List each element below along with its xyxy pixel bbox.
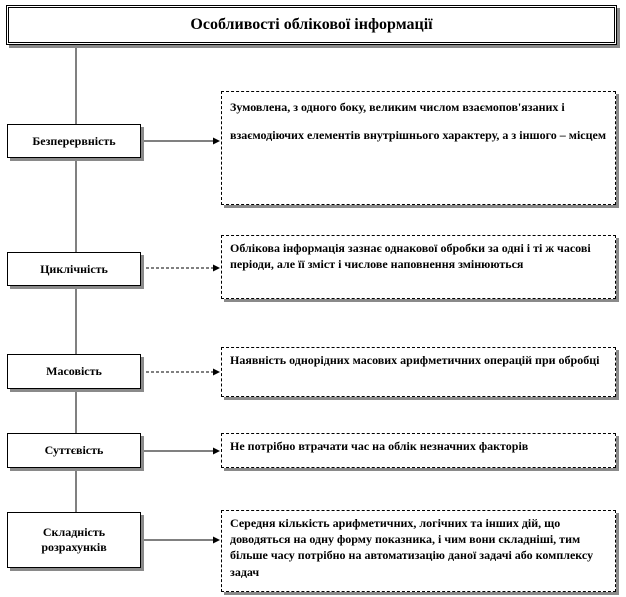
category-box-cyclicity: Циклічність	[7, 252, 141, 286]
description-box-complexity: Середня кількість арифметичних, логічних та інших дій, що доводяться на одну форму показника, і чим вони складніші, тим більше часу потрібно на автоматизацію даної задачі або комплексу задач	[221, 510, 616, 592]
description-box-materiality: Не потрібно втрачати час на облік незначних факторів	[221, 433, 616, 468]
description-box-cyclicity: Облікова інформація зазнає однакової обробки за одні і ті ж часові періоди, але її зміст і числове наповнення змінюються	[221, 235, 616, 299]
category-box-mass: Масовість	[7, 354, 141, 389]
category-box-materiality: Суттєвість	[7, 433, 141, 468]
category-box-continuity: Безперервність	[7, 124, 141, 158]
diagram-title: Особливості облікової інформації	[6, 5, 617, 45]
description-box-mass: Наявність однорідних масових арифметичних операцій при обробці	[221, 347, 616, 397]
category-box-complexity: Складність розрахунків	[7, 512, 141, 568]
description-box-continuity: Зумовлена, з одного боку, великим числом взаємопов'язаних і взаємодіючих елементів внутрішнього характеру, а з іншого – місцем	[221, 91, 616, 205]
